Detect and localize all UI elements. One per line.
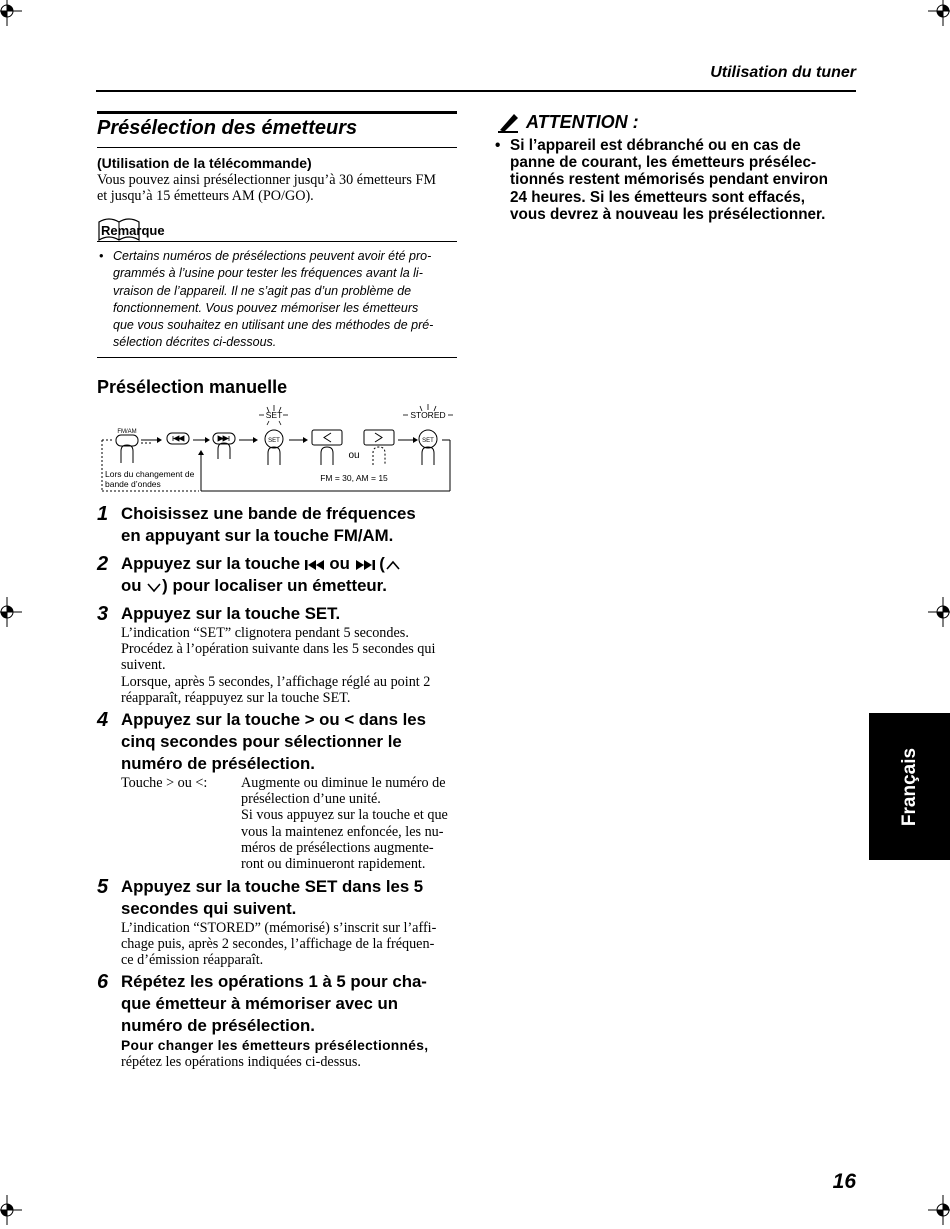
fmam-button [116,435,138,446]
finger-icon [422,447,434,465]
remarque-note [97,248,459,352]
chevron-down-icon [146,581,162,593]
band-change-note: Lors du changement de [105,469,195,479]
step-2 [97,553,459,597]
step-4 [97,709,459,872]
note-line: que vous souhaitez en utilisant une des méthodes de pré- [113,318,434,333]
section-rule-top [97,111,457,114]
step-body: Pour changer les émetteurs présélectionnés, répétez les opérations indiquées ci-dessus. [121,1037,459,1070]
crop-mark-mid-right [928,597,950,627]
step-5 [97,876,459,969]
step-heading: Choisissez une bande de fréquences en appuyant sur la touche FM/AM. [121,504,416,545]
section-subtitle: (Utilisation de la télécommande) [97,155,312,171]
note-line: fonctionnement. Vous pouvez mémoriser les émetteurs [113,300,419,315]
attention-title: ATTENTION : [526,112,639,132]
finger-icon [121,445,133,463]
step-heading: Appuyez sur la touche ou ( ou ) pour localiser un émetteur. [121,553,459,597]
step-body: L’indication “SET” clignotera pendant 5 secondes. Procédez à l’opération suivante dans les 5 secondes qui suivent. Lorsque, après 5 secondes, l’affichage réglé au point 2 réapparaît, réappuyez sur la touche SET. [121,625,436,706]
note-line: Certains numéros de présélections peuvent avoir été pro- [113,249,432,263]
section-title: Présélection des émetteurs [97,117,358,139]
step-1 [97,503,459,547]
step-number: 5 [97,876,109,898]
crop-mark-top-right [928,0,950,26]
note-line: sélection décrites ci-dessous. [113,335,277,350]
attention-line: Si l’appareil est débranché ou en cas de [510,137,801,154]
stored-flash-label: STORED [410,410,446,420]
finger-icon [268,447,280,465]
step-3 [97,603,459,706]
crop-mark-top-left [0,0,22,26]
range-note: FM = 30, AM = 15 [320,473,388,483]
step-number: 3 [97,603,109,625]
step-number: 4 [97,709,109,731]
note-line: vraison de l’appareil. Il ne s’agit pas d’un problème de [113,283,412,298]
ou-label: ou [348,450,360,461]
pencil-warning-icon [496,112,522,134]
language-tab-label: Français [898,747,920,826]
step-heading: Appuyez sur la touche > ou < dans les cinq secondes pour sélectionner le numéro de présélection. [121,710,426,773]
remarque-rule [97,241,457,242]
page-number: 16 [832,1170,856,1193]
down-button [312,430,342,445]
step-heading: Appuyez sur la touche SET. [121,604,341,623]
section-rule-bottom [97,147,457,148]
intro-line: et jusqu’à 15 émetteurs AM (PO/GO). [97,188,314,205]
note-line: grammés à l’usine pour tester les fréquences avant la li- [113,266,423,281]
attention-line: vous devrez à nouveau les présélectionner. [510,205,826,223]
procedure-diagram [97,403,459,495]
crop-mark-mid-left [0,597,22,627]
note-bullet: • [99,249,104,263]
chevron-up-icon [385,559,401,571]
detail-key: Touche > ou <: [121,775,208,791]
intro-paragraph [97,172,459,204]
stored-flash-indicator [403,404,453,420]
step-6 [97,971,459,1070]
finger-icon [321,447,333,465]
step-heading: Appuyez sur la touche SET dans les 5 secondes qui suivent. [121,877,424,918]
step-heading: Répétez les opérations 1 à 5 pour cha- que émetteur à mémoriser avec un numéro de présélection. [121,972,427,1035]
step-number: 2 [97,553,109,575]
running-head: Utilisation du tuner [710,64,856,81]
remarque-label: Remarque [101,223,165,238]
step-detail [121,775,459,872]
step-number: 1 [97,503,109,525]
skip-forward-icon [355,559,375,571]
step-body: L’indication “STORED” (mémorisé) s’inscrit sur l’affi- chage puis, après 2 secondes, l’affichage de la fréquen- ce d’émission réapparaît. [121,920,437,969]
attention-bullet: • [495,137,501,154]
manual-preset-title: Présélection manuelle [97,377,288,397]
remarque-header [97,216,459,242]
attention-line: tionnés restent mémorisés pendant environ [510,171,828,189]
detail-value: Augmente ou diminue le numéro de présélection d’une unité. Si vous appuyez sur la touche et que vous la maintenez enfoncée, les nu- méros de présélections augmente- ront ou diminueront rapidement. [241,775,448,873]
step-number: 6 [97,971,109,993]
set-button-label: SET [422,438,434,444]
set-flash-indicator [259,405,288,425]
finger-icon [373,447,385,465]
step-bold-line: Pour changer les émetteurs présélectionnés, [121,1038,429,1053]
attention-body [495,137,856,223]
set-button-label: SET [268,438,280,444]
set-flash-label: SET [265,410,283,420]
fmam-label: FM/AM [117,429,137,435]
note-rule [97,357,457,358]
band-change-note: bande d’ondes [105,479,161,489]
attention-line: panne de courant, les émetteurs présélec- [510,154,817,172]
header-rule [96,90,856,92]
skip-back-icon [305,559,325,571]
language-tab [869,713,950,860]
attention-line: 24 heures. Si les émetteurs sont effacés, [510,188,806,206]
intro-line: Vous pouvez ainsi présélectionner jusqu’à 30 émetteurs FM [97,172,436,188]
up-button [364,430,394,445]
crop-mark-bottom-left [0,1195,22,1225]
finger-icon [218,443,230,459]
crop-mark-bottom-right [928,1195,950,1225]
